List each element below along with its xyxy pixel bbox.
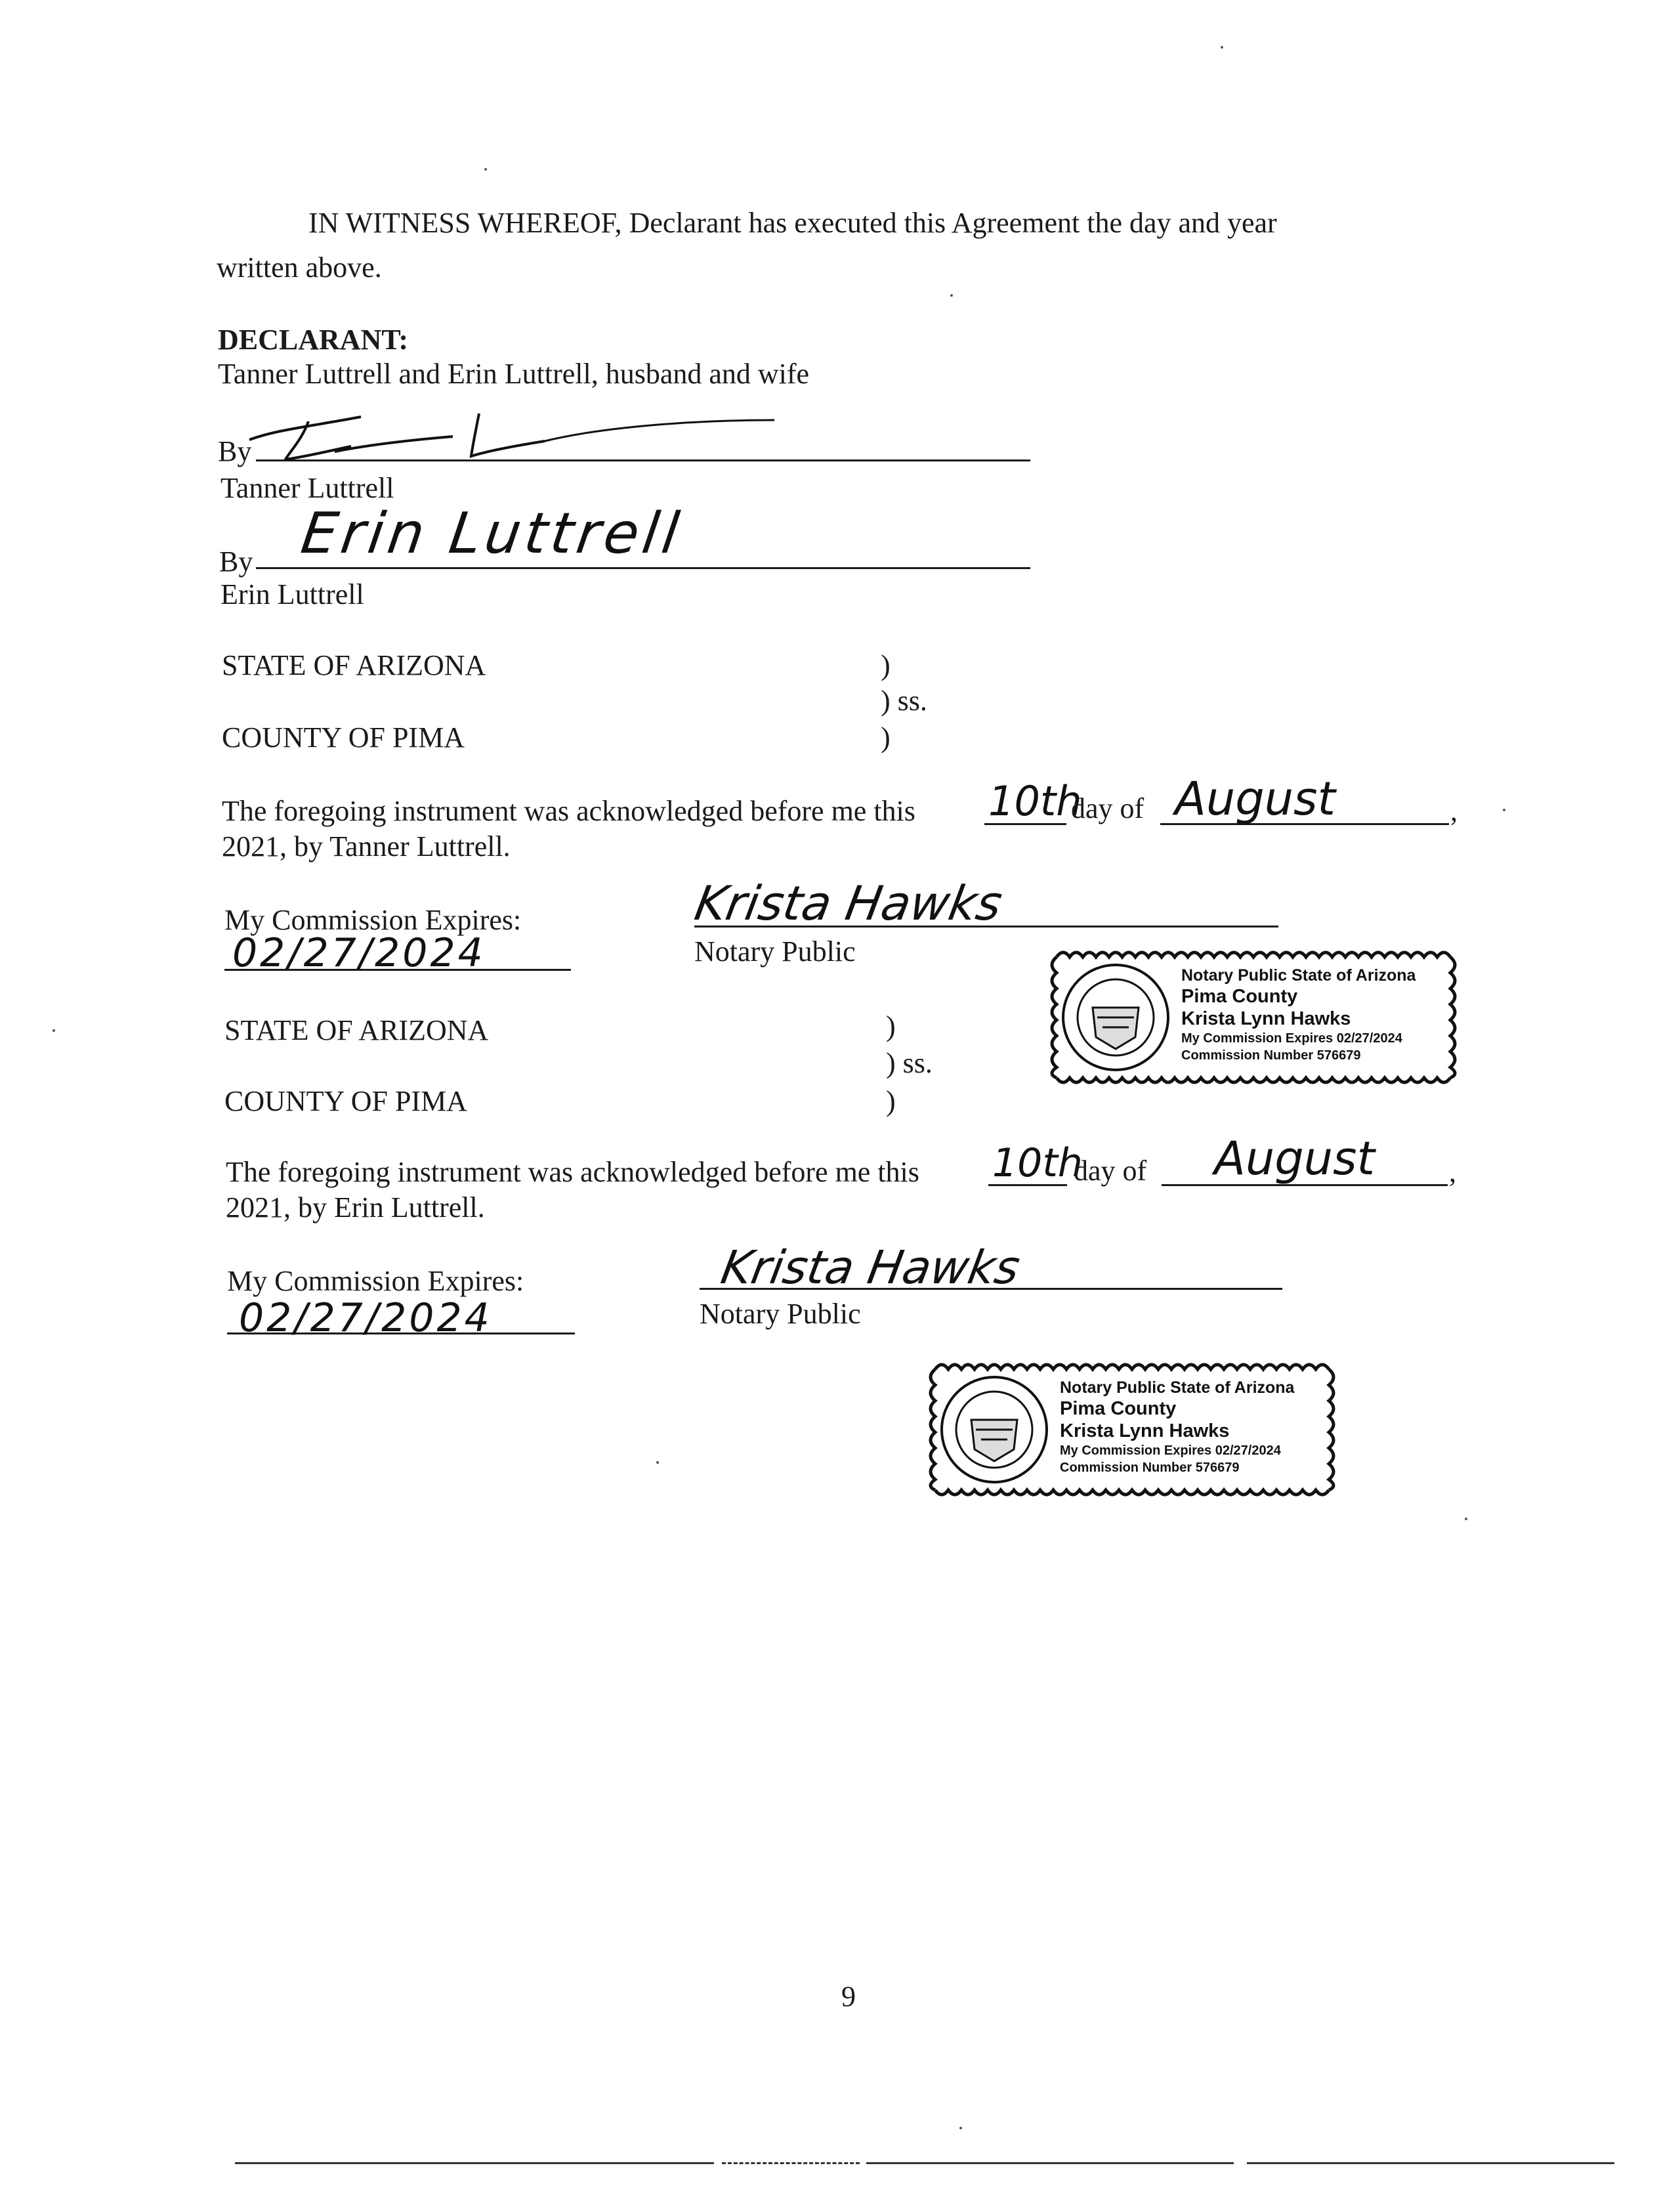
ack1-month-handwritten: August bbox=[1175, 772, 1335, 826]
footer-rule-3 bbox=[866, 2162, 1234, 2164]
ack2-text: The foregoing instrument was acknowledged before me this bbox=[226, 1156, 919, 1188]
scan-speck bbox=[656, 1461, 659, 1464]
ack2-comma: , bbox=[1449, 1156, 1456, 1188]
ack1-commission-date: 02/27/2024 bbox=[232, 930, 486, 976]
scan-speck bbox=[1221, 46, 1223, 49]
ack2-commission-date: 02/27/2024 bbox=[239, 1295, 492, 1341]
by-label-tanner: By bbox=[218, 435, 252, 467]
footer-rule-2 bbox=[722, 2162, 860, 2164]
witness-paragraph-line2: written above. bbox=[217, 251, 382, 284]
ack1-ss: ) ss. bbox=[881, 685, 927, 717]
ack2-paren1: ) bbox=[886, 1010, 896, 1042]
ack1-state: STATE OF ARIZONA bbox=[222, 649, 486, 681]
seal1-line4: My Commission Expires 02/27/2024 bbox=[1181, 1031, 1402, 1046]
seal2-line4: My Commission Expires 02/27/2024 bbox=[1060, 1443, 1281, 1458]
ack2-line2: 2021, by Erin Luttrell. bbox=[226, 1191, 485, 1224]
footer-rule-1 bbox=[235, 2162, 714, 2164]
ack2-day-handwritten: 10th bbox=[992, 1140, 1083, 1186]
scan-speck bbox=[1503, 809, 1505, 811]
ack1-line2: 2021, by Tanner Luttrell. bbox=[222, 830, 511, 863]
ack1-paren3: ) bbox=[881, 721, 891, 754]
ack2-paren3: ) bbox=[886, 1085, 896, 1117]
ack1-county: COUNTY OF PIMA bbox=[222, 721, 465, 754]
declarant-heading: DECLARANT: bbox=[218, 324, 409, 356]
scan-speck bbox=[484, 168, 487, 171]
ack1-commission-label: My Commission Expires: bbox=[224, 904, 522, 936]
seal2-line1: Notary Public State of Arizona bbox=[1060, 1378, 1295, 1397]
seal1-line2: Pima County bbox=[1181, 986, 1298, 1007]
scan-speck bbox=[950, 294, 953, 297]
seal1-line3: Krista Lynn Hawks bbox=[1181, 1008, 1351, 1029]
notary-seal-1 bbox=[1043, 945, 1470, 1090]
signer1-name: Tanner Luttrell bbox=[220, 472, 394, 504]
footer-rule-4 bbox=[1247, 2162, 1614, 2164]
ack1-paren1: ) bbox=[881, 649, 891, 681]
ack2-month-handwritten: August bbox=[1214, 1132, 1375, 1185]
ack1-day-of: day of bbox=[1071, 792, 1144, 824]
by-label-erin: By bbox=[219, 545, 253, 578]
ack2-ss: ) ss. bbox=[886, 1047, 933, 1079]
notary-seal-2 bbox=[922, 1357, 1349, 1502]
signature-line-erin bbox=[256, 567, 1030, 569]
seal1-line1: Notary Public State of Arizona bbox=[1181, 966, 1416, 985]
ack2-notary-label: Notary Public bbox=[700, 1298, 861, 1330]
ack1-notary-label: Notary Public bbox=[694, 935, 856, 968]
ack1-text: The foregoing instrument was acknowledged before me this bbox=[222, 795, 915, 827]
ack2-commission-label: My Commission Expires: bbox=[227, 1265, 524, 1297]
witness-paragraph-line1: IN WITNESS WHEREOF, Declarant has executed this Agreement the day and year bbox=[308, 207, 1277, 239]
seal1-line5: Commission Number 576679 bbox=[1181, 1048, 1361, 1063]
ack1-comma: , bbox=[1450, 795, 1458, 827]
ack2-notary-signature: Krista Hawks bbox=[717, 1241, 1024, 1294]
scan-speck bbox=[52, 1029, 55, 1032]
scan-speck bbox=[1465, 1518, 1467, 1520]
page-number: 9 bbox=[841, 1980, 856, 2013]
ack1-day-handwritten: 10th bbox=[988, 777, 1082, 825]
seal2-line3: Krista Lynn Hawks bbox=[1060, 1420, 1230, 1441]
ack2-state: STATE OF ARIZONA bbox=[224, 1014, 489, 1046]
signer2-name: Erin Luttrell bbox=[220, 578, 364, 610]
ack2-day-of: day of bbox=[1074, 1155, 1147, 1187]
seal2-line2: Pima County bbox=[1060, 1398, 1177, 1419]
ack2-county: COUNTY OF PIMA bbox=[224, 1085, 467, 1117]
seal2-line5: Commission Number 576679 bbox=[1060, 1460, 1240, 1475]
scan-speck bbox=[959, 2127, 962, 2129]
ack1-notary-signature: Krista Hawks bbox=[690, 876, 1007, 931]
erin-signature: Erin Luttrell bbox=[297, 501, 687, 566]
declarant-parties: Tanner Luttrell and Erin Luttrell, husband and wife bbox=[218, 358, 810, 390]
